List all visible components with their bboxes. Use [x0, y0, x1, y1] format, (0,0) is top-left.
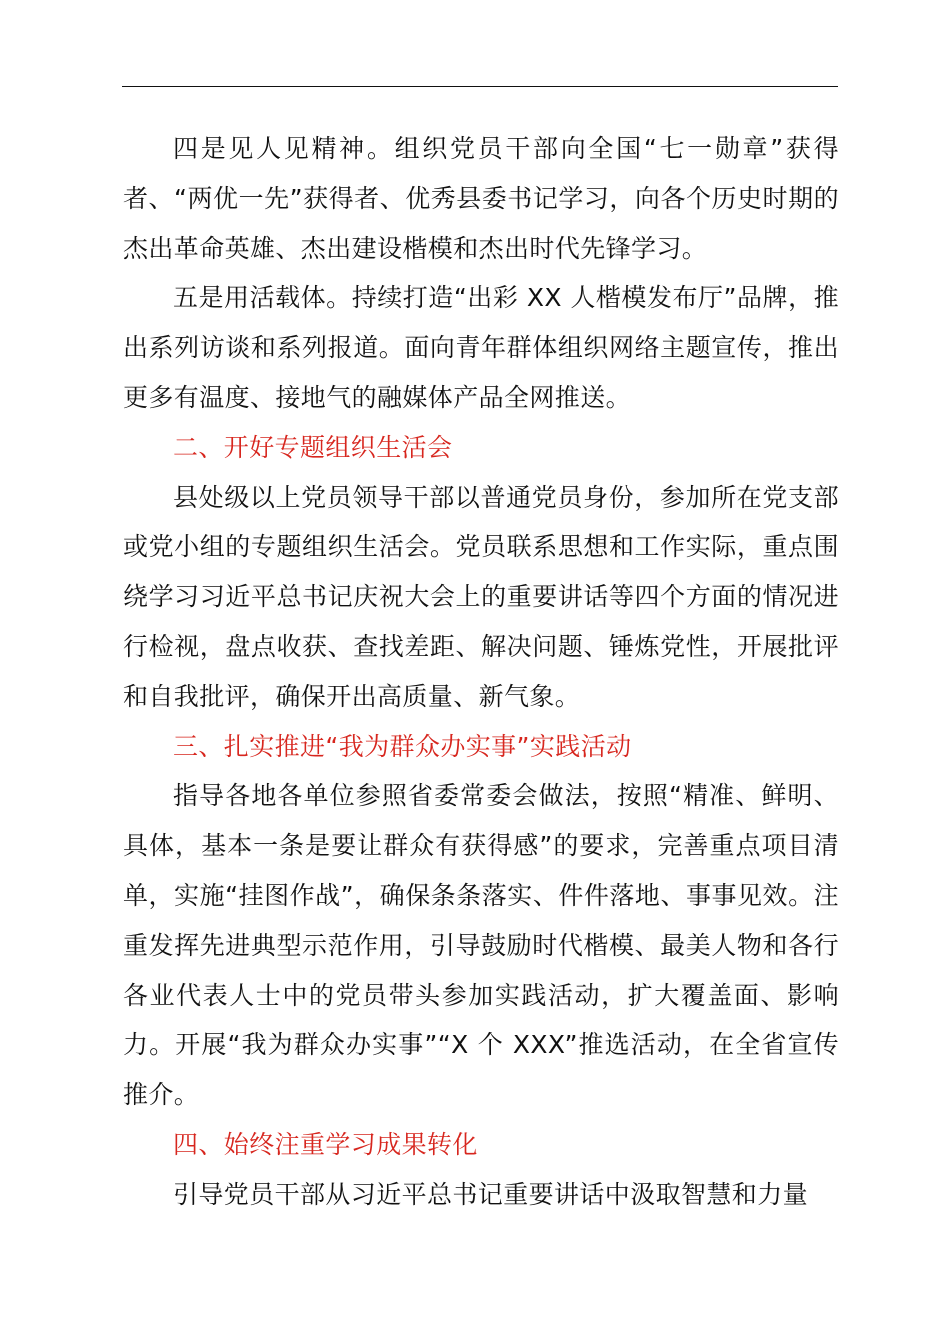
- paragraph-see-people-spirit: 四是见人见精神。组织党员干部向全国“七一勋章”获得者、“两优一先”获得者、优秀县委书记学习，向各个历史时期的杰出革命英雄、杰出建设楷模和杰出时代先锋学习。: [123, 134, 839, 263]
- paragraph-practice-activity: 指导各地各单位参照省委常委会做法，按照“精准、鲜明、具体，基本一条是要让群众有获得感”的要求，完善重点项目清单，实施“挂图作战”，确保条条落实、件件落地、事事见效。注重发挥先进典型示范作用，引导鼓励时代楷模、最美人物和各行各业代表人士中的党员带头参加实践活动，扩大覆盖面、影响力。开展“我为群众办实事”“X 个 XXX”推选活动，在全省宣传推介。: [123, 781, 839, 1110]
- document-body: [123, 124, 839, 1220]
- paragraph-organization-meeting: 县处级以上党员领导干部以普通党员身份，参加所在党支部或党小组的专题组织生活会。党员联系思想和工作实际，重点围绕学习习近平总书记庆祝大会上的重要讲话等四个方面的情况进行检视，盘点收获、查找差距、解决问题、锤炼党性，开展批评和自我批评，确保开出高质量、新气象。: [123, 482, 839, 711]
- paragraph-learning-transform: 引导党员干部从习近平总书记重要讲话中汲取智慧和力量: [173, 1179, 809, 1209]
- header-rule: [122, 86, 838, 87]
- section-heading-2: 二、开好专题组织生活会: [173, 432, 453, 462]
- section-heading-4: 四、始终注重学习成果转化: [173, 1129, 478, 1159]
- section-heading-3: 三、扎实推进“我为群众办实事”实践活动: [173, 731, 632, 761]
- paragraph-use-carrier: 五是用活载体。持续打造“出彩 XX 人楷模发布厅”品牌，推出系列访谈和系列报道。面向青年群体组织网络主题宣传，推出更多有温度、接地气的融媒体产品全网推送。: [123, 283, 839, 412]
